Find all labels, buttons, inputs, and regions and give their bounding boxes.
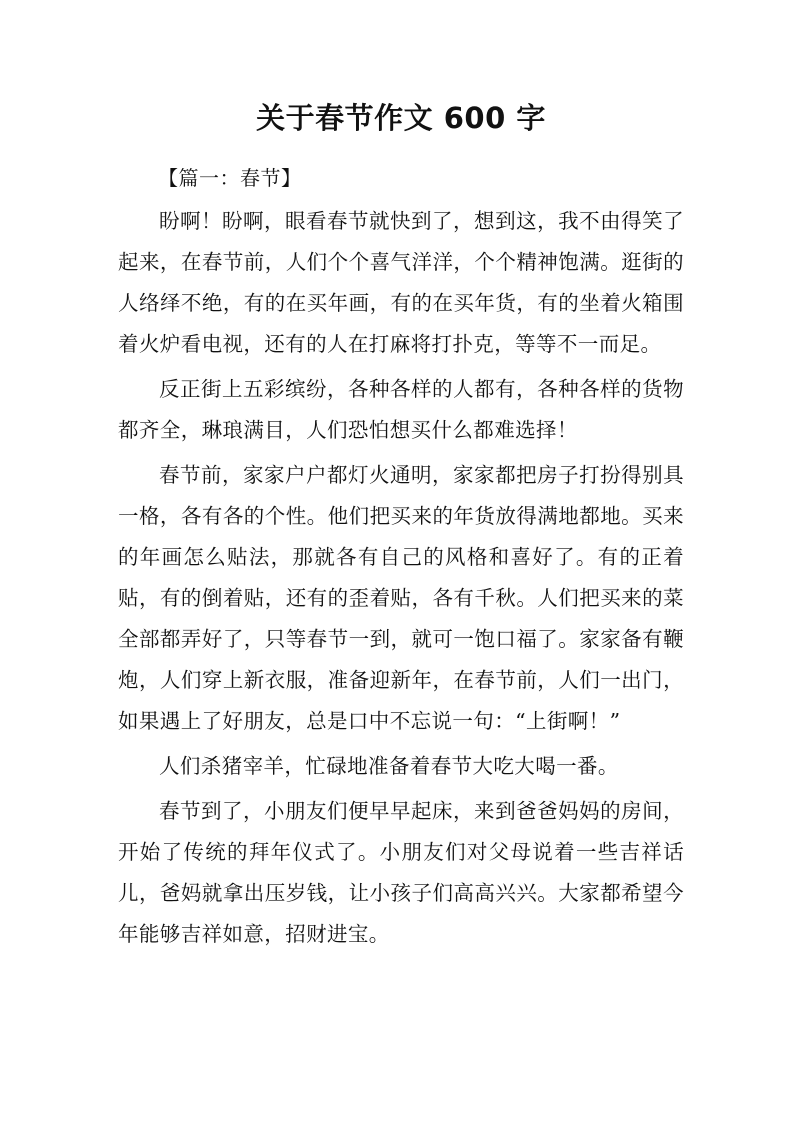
paragraph: 春节前，家家户户都灯火通明，家家都把房子打扮得别具一格，各有各的个性。他们把买来的年货放得满地都地。买来的年画怎么贴法，那就各有自己的风格和喜好了。有的正着贴，有的倒着贴，还有的歪着贴，各有千秋。人们把买来的菜全部都弄好了，只等春节一到，就可一饱口福了。家家备有鞭炮，人们穿上新衣服，准备迎新年，在春节前，人们一出门，如果遇上了好朋友，总是口中不忘说一句：“上街啊！” — [118, 463, 684, 733]
section-heading: 【篇一：春节】 — [158, 166, 302, 190]
paragraph: 反正街上五彩缤纷，各种各样的人都有，各种各样的货物都齐全，琳琅满目，人们恐怕想买什么都难选择！ — [118, 377, 684, 442]
paragraph: 盼啊！盼啊，眼看春节就快到了，想到这，我不由得笑了起来，在春节前，人们个个喜气洋洋，个个精神饱满。逛街的人络绎不绝，有的在买年画，有的在买年货，有的坐着火箱围着火炉看电视，还有的人在打麻将打扑克，等等不一而足。 — [118, 209, 684, 356]
document-title: 关于春节作文 600 字 — [256, 101, 546, 135]
paragraph: 人们杀猪宰羊，忙碌地准备着春节大吃大喝一番。 — [159, 754, 619, 778]
paragraph: 春节到了，小朋友们便早早起床，来到爸爸妈妈的房间，开始了传统的拜年仪式了。小朋友们对父母说着一些吉祥话儿，爸妈就拿出压岁钱，让小孩子们高高兴兴。大家都希望今年能够吉祥如意，招财进宝。 — [118, 799, 684, 946]
document-page — [118, 96, 684, 955]
